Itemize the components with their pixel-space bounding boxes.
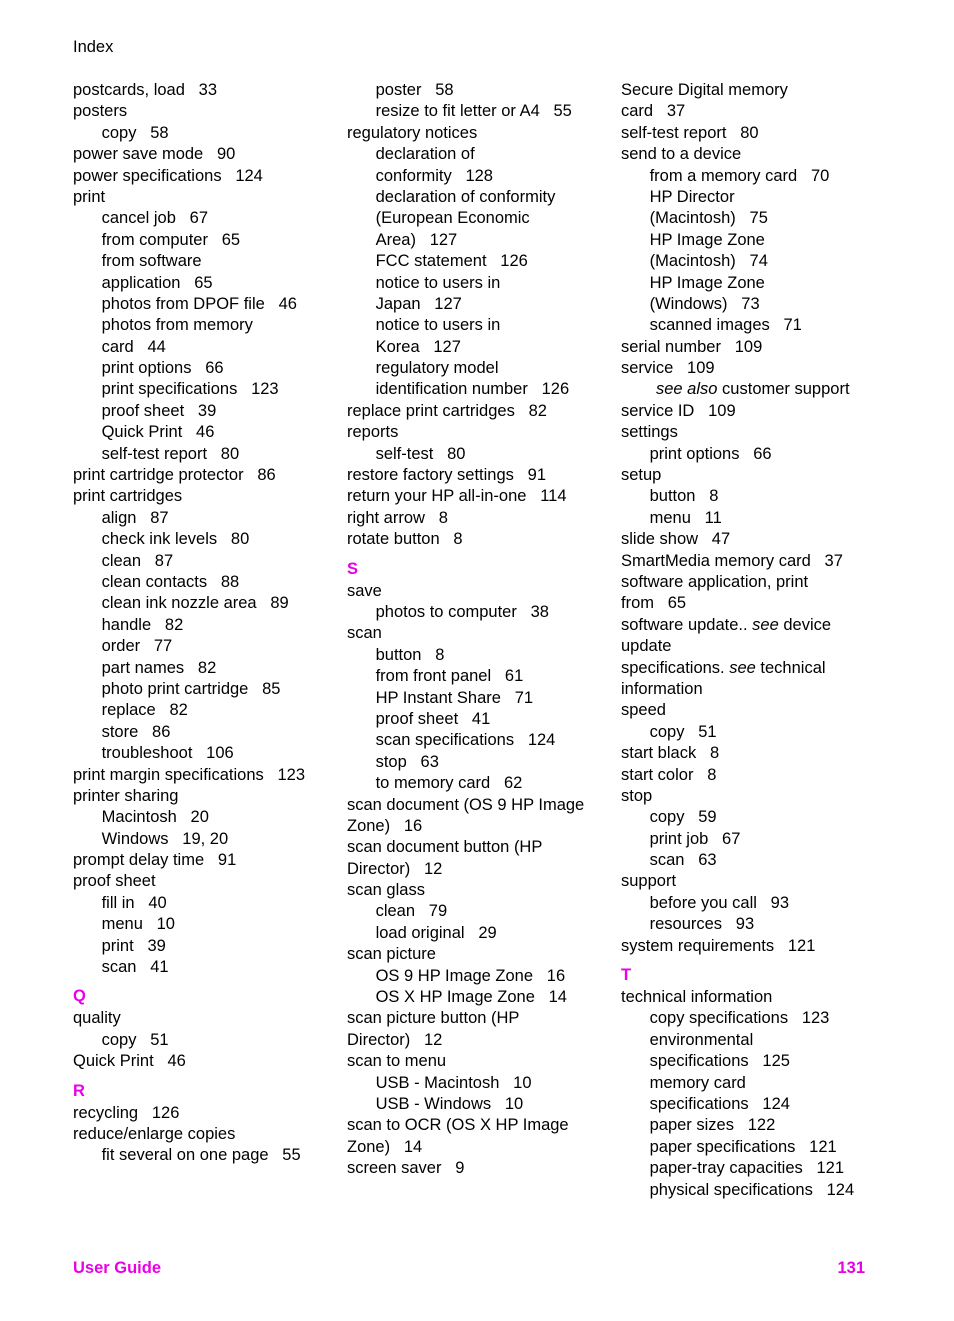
index-subentry: copy 59 [649,808,717,827]
index-entry: update [621,637,672,656]
index-entry: printer sharing [73,786,179,805]
index-subentry: part names 82 [101,658,217,677]
index-entry: setup [621,466,662,485]
index-entry: recycling 126 [73,1103,180,1122]
index-entry: scan [347,624,382,643]
index-entry: print [73,187,106,206]
index-subentry: clean ink nozzle area 89 [101,594,289,613]
index-column-2 [347,80,609,1180]
index-column-1 [73,80,335,1167]
running-header: Index [73,38,114,56]
index-subentry: HP Image Zone [649,230,765,249]
index-entry: quality [73,1009,121,1028]
index-subentry: menu 11 [649,508,722,527]
index-subentry: button 8 [649,487,719,506]
index-subentry: FCC statement 126 [375,252,528,271]
index-entry: replace print cartridges 82 [347,401,547,420]
index-letter-heading: S [347,559,359,578]
index-entry: system requirements 121 [621,936,816,955]
index-subentry: Windows 19, 20 [101,829,229,848]
index-subentry: resize to fit letter or A4 55 [375,102,572,121]
index-subentry: menu 10 [101,915,175,934]
index-entry: posters [73,102,128,121]
index-letter-heading: Q [73,987,86,1006]
index-entry: save [347,581,382,600]
index-subentry: HP Image Zone [649,273,765,292]
index-entry: return your HP all-in-one 114 [347,487,567,506]
index-subentry: copy specifications 123 [649,1009,830,1028]
index-entry: Zone) 14 [347,1137,423,1156]
footer-page-number: 131 [837,1259,865,1277]
index-subentry: OS 9 HP Image Zone 16 [375,966,566,985]
index-subentry: declaration of conformity [375,187,556,206]
index-entry: information [621,679,703,698]
index-entry: power specifications 124 [73,166,263,185]
index-subentry: to memory card 62 [375,774,523,793]
index-subentry: environmental [649,1030,754,1049]
index-subentry: Korea 127 [375,337,461,356]
index-subentry: declaration of [375,145,475,164]
index-entry: rotate button 8 [347,530,463,549]
index-subentry: (Macintosh) 74 [649,252,768,271]
index-subentry: print 39 [101,936,166,955]
index-subentry: HP Director [649,187,735,206]
index-subentry: conformity 128 [375,166,493,185]
index-entry: power save mode 90 [73,145,236,164]
index-subentry: check ink levels 80 [101,530,250,549]
index-entry: Director) 12 [347,859,443,878]
index-entry: service 109 [621,359,715,378]
index-subentry: proof sheet 41 [375,709,491,728]
index-entry: software application, print [621,572,809,591]
index-subentry: from software [101,252,202,271]
index-entry: specifications. see technical [621,658,826,677]
index-subentry: copy 51 [101,1030,169,1049]
index-entry: print margin specifications 123 [73,765,306,784]
index-subentry: clean 79 [375,902,448,921]
index-subentry: from front panel 61 [375,667,524,686]
index-subentry: copy 58 [101,123,169,142]
index-subentry: button 8 [375,645,445,664]
index-entry: scan glass [347,881,425,900]
index-subentry: print options 66 [101,359,224,378]
index-subentry: print options 66 [649,444,772,463]
index-subentry: Macintosh 20 [101,808,209,827]
index-subentry: photo print cartridge 85 [101,679,281,698]
index-entry: proof sheet [73,872,156,891]
index-subentry: paper sizes 122 [649,1116,776,1135]
index-entry: scan picture button (HP [347,1009,520,1028]
index-entry: regulatory notices [347,123,478,142]
index-subentry: application 65 [101,273,213,292]
index-subentry: print specifications 123 [101,380,279,399]
index-entry: technical information [621,988,773,1007]
index-subentry: HP Instant Share 71 [375,688,534,707]
index-subentry: stop 63 [375,752,439,771]
index-entry: Zone) 16 [347,816,423,835]
index-entry: scan to menu [347,1052,447,1071]
index-subentry: paper-tray capacities 121 [649,1159,845,1178]
index-subentry: paper specifications 121 [649,1137,837,1156]
index-subentry: photos from DPOF file 46 [101,294,297,313]
index-entry: scan document button (HP [347,838,543,857]
index-entry: settings [621,423,678,442]
index-subentry: notice to users in [375,316,501,335]
footer-guide-title: User Guide [73,1259,162,1277]
index-subentry: fit several on one page 55 [101,1146,301,1165]
index-subentry: (European Economic [375,209,530,228]
index-subentry: scan 63 [649,851,717,870]
index-entry: service ID 109 [621,401,736,420]
index-entry: screen saver 9 [347,1159,465,1178]
index-subentry: from a memory card 70 [649,166,830,185]
index-entry: reports [347,423,399,442]
index-subentry: (Windows) 73 [649,294,760,313]
index-entry: print cartridge protector 86 [73,466,276,485]
index-entry: from 65 [621,594,687,613]
index-subentry: scan 41 [101,958,169,977]
index-subentry: proof sheet 39 [101,401,217,420]
index-subentry: replace 82 [101,701,188,720]
index-subentry: clean 87 [101,551,174,570]
index-subentry: order 77 [101,637,173,656]
index-subentry: Area) 127 [375,230,458,249]
index-subentry: memory card [649,1073,746,1092]
index-column-3 [621,80,883,1201]
index-entry: self-test report 80 [621,123,759,142]
index-subentry: print job 67 [649,829,741,848]
index-subentry: copy 51 [649,722,717,741]
index-entry: support [621,872,677,891]
index-subentry: Quick Print 46 [101,423,215,442]
index-entry: software update.. see device [621,615,832,634]
index-entry: speed [621,701,666,720]
index-subentry: Japan 127 [375,294,462,313]
index-subentry: physical specifications 124 [649,1180,855,1199]
index-subentry: from computer 65 [101,230,241,249]
index-entry: start color 8 [621,765,717,784]
index-subentry: align 87 [101,508,169,527]
index-subentry: resources 93 [649,915,755,934]
index-subentry: notice to users in [375,273,501,292]
index-entry: print cartridges [73,487,183,506]
index-subentry: cancel job 67 [101,209,208,228]
index-see-also: see also customer support [656,380,850,399]
index-subentry: fill in 40 [101,893,167,912]
index-entry: postcards, load 33 [73,81,218,99]
index-entry: scan document (OS 9 HP Image [347,795,585,814]
index-subentry: scanned images 71 [649,316,802,335]
index-entry: scan picture [347,945,436,964]
index-subentry: regulatory model [375,359,499,378]
index-entry: serial number 109 [621,337,763,356]
index-letter-heading: R [73,1081,85,1100]
index-subentry: photos to computer 38 [375,602,549,621]
index-subentry: USB - Macintosh 10 [375,1073,532,1092]
index-subentry: photos from memory [101,316,253,335]
index-subentry: store 86 [101,722,171,741]
index-letter-heading: T [621,966,632,985]
index-entry: Secure Digital memory [621,81,788,99]
index-subentry: self-test 80 [375,444,466,463]
index-subentry: specifications 124 [649,1094,790,1113]
index-subentry: handle 82 [101,615,184,634]
index-entry: Quick Print 46 [73,1052,186,1071]
index-subentry: clean contacts 88 [101,572,240,591]
index-entry: right arrow 8 [347,508,448,527]
index-entry: SmartMedia memory card 37 [621,551,843,570]
index-subentry: identification number 126 [375,380,570,399]
index-entry: restore factory settings 91 [347,466,547,485]
index-subentry: (Macintosh) 75 [649,209,768,228]
index-subentry: OS X HP Image Zone 14 [375,988,567,1007]
index-entry: send to a device [621,145,742,164]
index-entry: Director) 12 [347,1030,443,1049]
index-subentry: USB - Windows 10 [375,1094,524,1113]
index-entry: stop [621,786,653,805]
index-subentry: poster 58 [375,81,454,99]
index-entry: reduce/enlarge copies [73,1124,236,1143]
index-subentry: scan specifications 124 [375,731,556,750]
index-subentry: before you call 93 [649,893,790,912]
index-subentry: card 44 [101,337,166,356]
index-entry: prompt delay time 91 [73,851,237,870]
index-subentry: load original 29 [375,923,497,942]
index-subentry: troubleshoot 106 [101,744,234,763]
index-entry: scan to OCR (OS X HP Image [347,1116,569,1135]
index-entry: start black 8 [621,744,720,763]
index-subentry: self-test report 80 [101,444,240,463]
index-entry: slide show 47 [621,530,731,549]
index-subentry: specifications 125 [649,1052,790,1071]
index-entry: card 37 [621,102,686,121]
